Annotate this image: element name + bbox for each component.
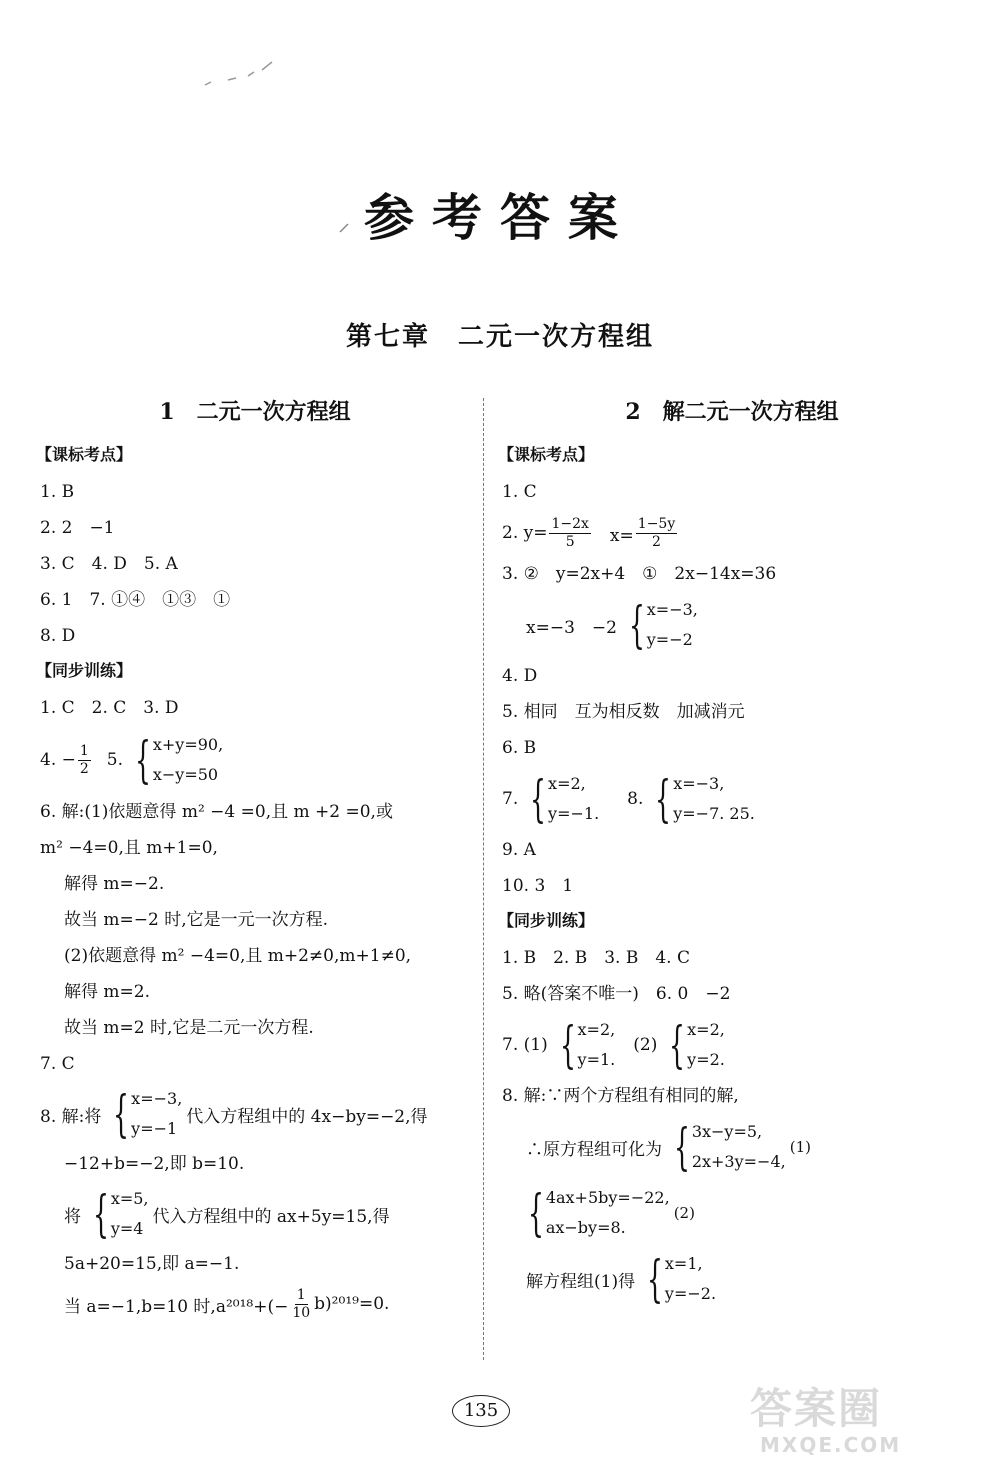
- brace-icon: {: [530, 770, 547, 828]
- page-number: 135: [452, 1395, 510, 1427]
- q2-middle: x=: [592, 525, 634, 546]
- answer-line: 故当 m=2 时,它是二元一次方程.: [64, 1018, 314, 1038]
- brace-icon: {: [647, 1250, 663, 1308]
- fraction-denominator: 5: [565, 533, 575, 550]
- system-line: x=1,: [664, 1254, 703, 1273]
- brace-icon: {: [669, 1016, 686, 1074]
- system-line: y=−1.: [548, 804, 600, 823]
- s8-step-prefix: ∴原方程组可化为: [526, 1139, 662, 1160]
- fraction: [636, 516, 677, 551]
- fraction: [290, 1287, 312, 1322]
- answer-line: 9. A: [502, 840, 536, 860]
- equation-system: [639, 1249, 716, 1309]
- system-line: x−y=50: [152, 765, 219, 784]
- answer-line: 解得 m=−2.: [64, 874, 165, 894]
- fraction-numerator: 1−5y: [637, 515, 676, 532]
- tag-course-points: 【课标考点】: [498, 445, 595, 464]
- system-line: x=2,: [687, 1020, 725, 1039]
- watermark: [750, 1385, 990, 1455]
- equation-system: [520, 1183, 670, 1243]
- answer-q4-q5: [40, 726, 470, 794]
- q3-prefix: x=−3 −2: [526, 617, 617, 638]
- fraction: [549, 516, 590, 551]
- answer-s8-system2: [502, 1180, 962, 1246]
- tag-course-points: 【课标考点】: [36, 445, 133, 464]
- s7-middle: (2): [633, 1035, 658, 1055]
- answer-line: (2)依题意得 m² −4=0,且 m+2≠0,m+1≠0,: [64, 946, 412, 966]
- system-line: y=−1: [131, 1119, 178, 1138]
- answer-line: 1. B: [40, 482, 75, 502]
- system-line: x=5,: [110, 1189, 149, 1208]
- answer-line: 5. 相同 互为相反数 加减消元: [502, 702, 745, 722]
- system-line: y=−2: [646, 630, 693, 649]
- answer-line: 1. C 2. C 3. D: [40, 698, 179, 718]
- fraction: [78, 743, 91, 778]
- equation-system: [666, 1117, 786, 1177]
- system-line: x+y=90,: [152, 735, 224, 754]
- section-title-2: 2 解二元一次方程组: [625, 399, 839, 425]
- answer-q7-q8: [502, 766, 962, 832]
- main-title: 参考答案: [364, 189, 636, 247]
- answer-line: 3. ② y=2x+4 ① 2x−14x=36: [502, 564, 777, 584]
- answer-q2: [502, 510, 962, 556]
- column-divider: [483, 398, 484, 1360]
- system-line: x=2,: [577, 1020, 616, 1039]
- watermark-logo: 答案圈: [750, 1384, 883, 1433]
- answer-q8-final: [40, 1282, 470, 1326]
- s8-system2-suffix: (2): [673, 1204, 695, 1222]
- chapter-title: 第七章 二元一次方程组: [345, 322, 654, 352]
- answer-s8-step: [502, 1114, 962, 1180]
- equation-system: [127, 730, 223, 790]
- fraction-denominator: 10: [292, 1304, 311, 1321]
- q8-step-suffix: 代入方程组中的 ax+5y=15,得: [152, 1206, 390, 1227]
- system-line: y=−7. 25.: [673, 804, 755, 823]
- brace-icon: {: [92, 1185, 109, 1243]
- q2-prefix: 2. y=: [502, 523, 548, 543]
- fraction-numerator: 1: [79, 742, 89, 759]
- fraction-numerator: 1: [296, 1286, 306, 1303]
- brace-icon: {: [113, 1085, 130, 1143]
- left-column: [36, 395, 470, 1326]
- system-line: y=4: [110, 1219, 144, 1238]
- answer-s8-solution: [502, 1246, 962, 1312]
- right-column: [498, 395, 962, 1312]
- answer-q8-step: [40, 1182, 470, 1246]
- brace-icon: {: [673, 1118, 690, 1176]
- fraction-numerator: 1−2x: [551, 515, 589, 532]
- answer-q3-cont: [502, 592, 962, 658]
- answer-line: 1. C: [502, 482, 537, 502]
- system-line: x=−3,: [673, 774, 725, 793]
- answer-line: 6. B: [502, 738, 537, 758]
- answer-line: 10. 3 1: [502, 876, 574, 896]
- tag-sync-training: 【同步训练】: [498, 911, 595, 930]
- equation-system: [621, 595, 698, 655]
- equation-system: [105, 1084, 182, 1144]
- system-line: y=−2.: [664, 1284, 717, 1303]
- answer-line: 5. 略(答案不唯一) 6. 0 −2: [502, 984, 731, 1004]
- equation-system: [522, 769, 599, 829]
- system-line: 4ax+5by=−22,: [545, 1188, 670, 1207]
- answer-line: 6. 1 7. ①④ ①③ ①: [40, 590, 231, 610]
- brace-icon: {: [559, 1016, 576, 1074]
- tag-sync-training: 【同步训练】: [36, 661, 133, 680]
- brace-icon: {: [527, 1184, 544, 1242]
- q7-prefix: 7.: [502, 789, 519, 809]
- system-line: x=−3,: [131, 1089, 183, 1108]
- answer-s7: [502, 1012, 962, 1078]
- system-line: y=2.: [687, 1050, 725, 1069]
- answer-line: −12+b=−2,即 b=10.: [64, 1154, 245, 1174]
- brace-icon: {: [628, 596, 645, 654]
- s8-step-suffix: (1): [789, 1138, 811, 1156]
- equation-system: [85, 1184, 149, 1244]
- q8-final-suffix: b)²⁰¹⁹=0.: [314, 1294, 390, 1314]
- equation-system: [552, 1015, 616, 1075]
- watermark-site: MXQE.COM: [760, 1433, 902, 1457]
- q8-prefix: 8. 解:将: [40, 1106, 102, 1127]
- fraction-denominator: 2: [652, 533, 661, 550]
- answer-line: 故当 m=−2 时,它是一元一次方程.: [64, 910, 329, 930]
- system-line: y=1.: [577, 1050, 616, 1069]
- answer-q8: [40, 1082, 470, 1146]
- answer-line: 解得 m=2.: [64, 982, 150, 1002]
- q8-step-prefix: 将: [64, 1206, 81, 1227]
- answer-line: 6. 解:(1)依题意得 m² −4 =0,且 m +2 =0,或: [40, 802, 393, 822]
- s7-prefix: 7. (1): [502, 1035, 548, 1055]
- system-line: x=2,: [548, 774, 586, 793]
- answer-line: 8. 解:∵两个方程组有相同的解,: [502, 1086, 739, 1106]
- system-line: x=−3,: [646, 600, 698, 619]
- fraction-denominator: 2: [79, 760, 89, 777]
- q8-prefix: 8.: [627, 789, 644, 809]
- q8-final-prefix: 当 a=−1,b=10 时,a²⁰¹⁸+(−: [64, 1296, 289, 1317]
- answer-line: m² −4=0,且 m+1=0,: [40, 838, 218, 858]
- equation-system: [661, 1015, 725, 1075]
- answer-line: 8. D: [40, 626, 76, 646]
- answer-line: 7. C: [40, 1054, 75, 1074]
- answer-line: 2. 2 −1: [40, 518, 115, 538]
- q8-suffix: 代入方程组中的 4x−by=−2,得: [186, 1106, 428, 1127]
- system-line: 3x−y=5,: [691, 1122, 763, 1141]
- answer-line: 1. B 2. B 3. B 4. C: [502, 948, 690, 968]
- q4-prefix: 4. −: [40, 750, 76, 770]
- answer-line: 3. C 4. D 5. A: [40, 554, 178, 574]
- section-title-1: 1 二元一次方程组: [159, 399, 351, 425]
- answer-line: 4. D: [502, 666, 538, 686]
- equation-system: [647, 769, 754, 829]
- system-line: ax−by=8.: [545, 1218, 626, 1237]
- s8-solution-prefix: 解方程组(1)得: [526, 1271, 636, 1292]
- brace-icon: {: [655, 770, 672, 828]
- q5-prefix: 5.: [106, 750, 124, 770]
- brace-icon: {: [134, 731, 151, 789]
- system-line: 2x+3y=−4,: [691, 1152, 786, 1171]
- answer-line: 5a+20=15,即 a=−1.: [64, 1254, 240, 1274]
